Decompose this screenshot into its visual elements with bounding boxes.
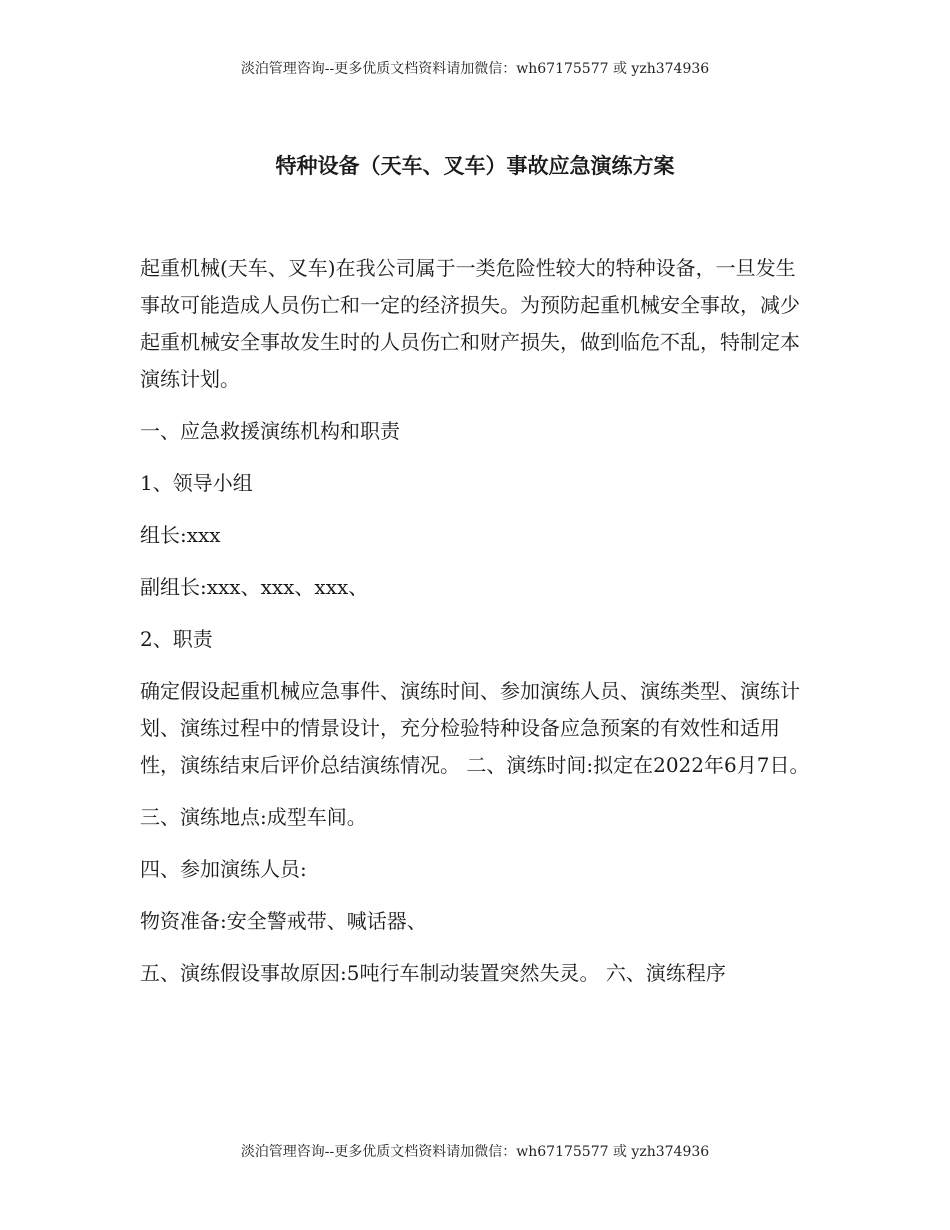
page-header: 淡泊管理咨询--更多优质文档资料请加微信：wh67175577 或 yzh374936 (240, 61, 710, 77)
drill-cause-and-procedure: 五、演练假设事故原因:5吨行车制动装置突然失灵。 六、演练程序 (140, 961, 726, 985)
material-preparation: 物资准备:安全警戒带、喊话器、 (140, 909, 427, 933)
document-body (140, 250, 812, 1007)
document-title: 特种设备（天车、叉车）事故应急演练方案 (275, 154, 675, 178)
paragraph-duties: 确定假设起重机械应急事件、演练时间、参加演练人员、演练类型、演练计划、演练过程中的情景设计，充分检验特种设备应急预案的有效性和适用性，演练结束后评价总结演练情况。 二、演练时间:拟定在2022年6月7日。 (140, 679, 810, 777)
deputy-leaders: 副组长:xxx、xxx、xxx、 (140, 575, 369, 599)
team-leader: 组长:xxx (140, 523, 221, 547)
subsection-heading-duties: 2、职责 (140, 627, 213, 651)
drill-participants: 四、参加演练人员: (140, 857, 307, 881)
paragraph-intro: 起重机械(天车、叉车)在我公司属于一类危险性较大的特种设备，一旦发生事故可能造成人员伤亡和一定的经济损失。为预防起重机械安全事故，减少起重机械安全事故发生时的人员伤亡和财产损失，做到临危不乱，特制定本演练计划。 (140, 256, 800, 391)
section-heading-1: 一、应急救援演练机构和职责 (140, 419, 400, 443)
page-footer: 淡泊管理咨询--更多优质文档资料请加微信：wh67175577 或 yzh374936 (240, 1144, 710, 1160)
drill-location: 三、演练地点:成型车间。 (140, 805, 367, 829)
subsection-heading-leadership: 1、领导小组 (140, 471, 253, 495)
